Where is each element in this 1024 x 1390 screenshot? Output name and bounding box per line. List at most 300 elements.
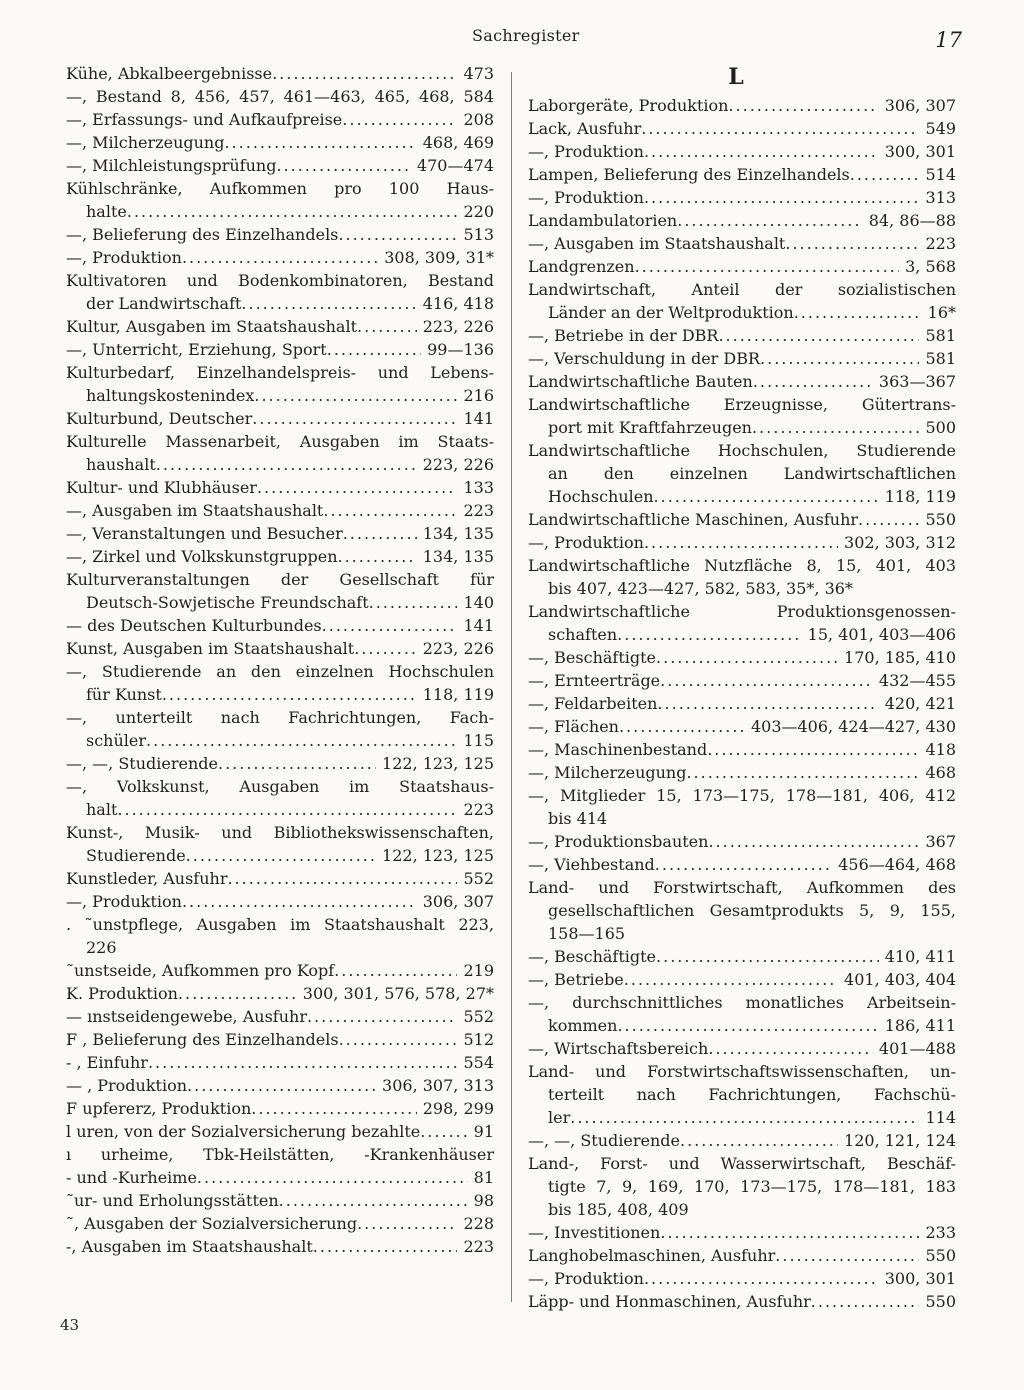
index-entry-line [66, 867, 494, 890]
index-entry [66, 660, 494, 706]
index-entry-line [528, 347, 956, 370]
entry-pages: 313 [925, 188, 956, 207]
entry-pages: 306, 307, 313 [382, 1076, 494, 1095]
entry-pages: 15, 401, 403—406 [807, 625, 956, 644]
index-entry [528, 1290, 956, 1313]
index-entry [66, 522, 494, 545]
index-entry-line [66, 614, 494, 637]
dot-leader [218, 752, 376, 775]
entry-term: —, Beschäftigte [528, 648, 657, 667]
entry-pages: 302, 303, 312 [844, 533, 956, 552]
entry-pages: 208 [463, 110, 494, 129]
index-entry-line [528, 1244, 956, 1267]
entry-term: port mit Kraftfahrzeugen [548, 418, 752, 437]
entry-term: —, Wirtschaftsbereich [528, 1039, 709, 1058]
entry-term: K. Produktion [66, 984, 178, 1003]
entry-pages: 220 [463, 202, 494, 221]
entry-pages: 91 [473, 1122, 494, 1141]
entry-term: —, Unterricht, Erziehung, Sport [66, 340, 327, 359]
entry-term: Langhobelmaschinen, Ausfuhr [528, 1246, 776, 1265]
index-entry [66, 614, 494, 637]
entry-pages: 468, 469 [422, 133, 494, 152]
index-entry-line: —, durchschnittliches monatliches Arbeitsein- [528, 993, 956, 1012]
dot-leader [641, 117, 919, 140]
dot-leader [156, 453, 417, 476]
dot-leader [257, 476, 458, 499]
index-entry-line [66, 246, 494, 269]
index-entry [528, 255, 956, 278]
entry-term: —, Maschinenbestand [528, 740, 708, 759]
dot-leader [785, 232, 919, 255]
index-entry-line [528, 186, 956, 209]
entry-pages: 581 [925, 349, 956, 368]
dot-leader [570, 1106, 919, 1129]
entry-pages: 219 [463, 961, 494, 980]
entry-pages: 468 [925, 763, 956, 782]
index-entry-line [66, 1235, 494, 1258]
index-entry-line [66, 1189, 494, 1212]
index-entry-line: Kunst-, Musik- und Bibliothekswissenschaften, [66, 823, 494, 842]
dot-leader [718, 324, 919, 347]
index-entry [66, 1235, 494, 1258]
entry-pages: 552 [463, 1007, 494, 1026]
index-entry-line [528, 1221, 956, 1244]
entry-term: l uren, von der Sozialversicherung bezahlte [66, 1122, 421, 1141]
index-entry-line: Kulturveranstaltungen der Gesellschaft für [66, 570, 494, 589]
entry-pages: 514 [925, 165, 956, 184]
index-entry [66, 1028, 494, 1051]
entry-pages: 416, 418 [422, 294, 494, 313]
entry-pages: 120, 121, 124 [844, 1131, 956, 1150]
dot-leader [357, 1212, 457, 1235]
index-entry [66, 177, 494, 223]
index-entry-line: Kulturelle Massenarbeit, Ausgaben im Staats- [66, 432, 494, 451]
index-entry-line: Land-, Forst- und Wasserwirtschaft, Beschäf- [528, 1154, 956, 1173]
index-entry-line: Land- und Forstwirtschaftswissenschaften, un- [528, 1062, 956, 1081]
entry-term: — ınstseidengewebe, Ausfuhr [66, 1007, 307, 1026]
entry-pages: 223 [463, 1237, 494, 1256]
entry-pages: 298, 299 [422, 1099, 494, 1118]
entry-pages: 216 [463, 386, 494, 405]
entry-pages: 186, 411 [884, 1016, 956, 1035]
dot-leader [127, 200, 458, 223]
dot-leader [338, 545, 417, 568]
index-entry [66, 890, 494, 913]
entry-term: Landwirtschaftliche Maschinen, Ausfuhr [528, 510, 859, 529]
dot-leader [656, 646, 838, 669]
index-entry [66, 1097, 494, 1120]
index-entry-line [528, 1106, 956, 1129]
entry-pages: 223, 226 [422, 317, 494, 336]
index-entry [66, 545, 494, 568]
entry-term: Kühe, Abkalbeergebnisse [66, 64, 273, 83]
entry-term: —, Beschäftigte [528, 947, 657, 966]
index-entry-line [528, 531, 956, 554]
entry-pages: 367 [925, 832, 956, 851]
entry-pages: 122, 123, 125 [382, 754, 494, 773]
dot-leader [227, 867, 457, 890]
entry-term: ler [548, 1108, 571, 1127]
index-entry-line [528, 1037, 956, 1060]
dot-leader [794, 301, 922, 324]
index-entry-line [528, 301, 956, 324]
dot-leader [619, 715, 745, 738]
dot-leader [146, 729, 457, 752]
dot-leader [644, 140, 879, 163]
entry-pages: 115 [463, 731, 494, 750]
entry-pages: 549 [925, 119, 956, 138]
index-entry-line [528, 945, 956, 968]
entry-term: Landgrenzen [528, 257, 635, 276]
index-entry [66, 85, 494, 108]
dot-leader [187, 1074, 376, 1097]
index-entry [66, 706, 494, 752]
dot-leader [654, 485, 879, 508]
entry-pages: 410, 411 [884, 947, 956, 966]
index-entry-line [528, 1129, 956, 1152]
entry-term: —, Ausgaben im Staatshaushalt [528, 234, 786, 253]
index-entry-line: terteilt nach Fachrichtungen, Fachschü- [548, 1085, 956, 1104]
entry-term: —, Produktion [528, 1269, 644, 1288]
dot-leader [708, 830, 919, 853]
index-entry-line [66, 1120, 494, 1143]
dot-leader [343, 522, 417, 545]
index-entry-line [528, 232, 956, 255]
index-entry-line [66, 476, 494, 499]
index-entry-line [528, 830, 956, 853]
index-entry [66, 982, 494, 1005]
entry-pages: 114 [925, 1108, 956, 1127]
entry-pages: 84, 86—88 [868, 211, 956, 230]
dot-leader [686, 761, 919, 784]
entry-term: —, Zirkel und Volkskunstgruppen [66, 547, 338, 566]
entry-term: Lampen, Belieferung des Einzelhandels [528, 165, 850, 184]
index-entry-line [66, 384, 494, 407]
index-entry-line [528, 646, 956, 669]
index-entry [66, 1120, 494, 1143]
dot-leader [354, 637, 417, 660]
index-entry [66, 499, 494, 522]
index-entry-line: Kulturbedarf, Einzelhandelspreis- und Lebens- [66, 363, 494, 382]
index-entry [66, 1005, 494, 1028]
index-entry [66, 131, 494, 154]
index-entry [66, 1212, 494, 1235]
entry-term: —, Produktion [528, 533, 644, 552]
index-entry [528, 692, 956, 715]
entry-term: halte [86, 202, 127, 221]
index-entry [66, 1051, 494, 1074]
index-entry [66, 913, 494, 959]
entry-term: ˜ur- und Erholungsstätten [66, 1191, 279, 1210]
index-entry [66, 752, 494, 775]
entry-term: —, Betriebe [528, 970, 624, 989]
entry-term: haltungskostenindex [86, 386, 255, 405]
entry-term: — des Deutschen Kulturbundes [66, 616, 322, 635]
index-entry [528, 761, 956, 784]
entry-term: Deutsch-Sowjetische Freundschaft [86, 593, 369, 612]
entry-pages: 418 [925, 740, 956, 759]
entry-term: —, Veranstaltungen und Besucher [66, 524, 343, 543]
index-entry [66, 1143, 494, 1189]
index-entry-line [66, 591, 494, 614]
index-entry [528, 991, 956, 1037]
entry-term: — , Produktion [66, 1076, 188, 1095]
entry-pages: 141 [463, 409, 494, 428]
entry-pages: 500 [925, 418, 956, 437]
entry-term: halt [86, 800, 118, 819]
entry-term: -, Ausgaben im Staatshaushalt [66, 1237, 313, 1256]
index-entry-line [528, 761, 956, 784]
dot-leader [186, 844, 376, 867]
dot-leader [272, 62, 457, 85]
index-entry-line: —, Bestand 8, 456, 457, 461—463, 465, 468, 584 [66, 87, 494, 106]
index-entry [528, 945, 956, 968]
index-entry-line [66, 798, 494, 821]
index-entry-line [66, 292, 494, 315]
entry-pages: 552 [463, 869, 494, 888]
dot-leader [342, 108, 457, 131]
entry-term: Länder an der Weltproduktion [548, 303, 794, 322]
index-entry-line [66, 154, 494, 177]
entry-pages: 300, 301 [884, 142, 956, 161]
entry-term: der Landwirtschaft [86, 294, 242, 313]
index-entry [528, 600, 956, 646]
index-entry-line [528, 623, 956, 646]
entry-term: —, Erfassungs- und Aufkaufpreise [66, 110, 343, 129]
index-entry-line [528, 416, 956, 439]
entry-pages: 403—406, 424—427, 430 [750, 717, 956, 736]
entry-term: —, Produktion [66, 892, 182, 911]
entry-pages: 81 [473, 1168, 494, 1187]
dot-leader [811, 1290, 920, 1313]
page-header [0, 20, 1024, 60]
dot-leader [334, 959, 457, 982]
index-entry-line [528, 1267, 956, 1290]
dot-leader [182, 246, 378, 269]
entry-pages: 512 [463, 1030, 494, 1049]
entry-pages: 134, 135 [422, 547, 494, 566]
entry-term: —, Belieferung des Einzelhandels [66, 225, 339, 244]
entry-term: —, Feldarbeiten [528, 694, 658, 713]
index-entry [528, 439, 956, 508]
entry-term: —, Milcherzeugung [528, 763, 687, 782]
entry-pages: 401—488 [878, 1039, 956, 1058]
index-entry-line: 226 [86, 938, 117, 957]
entry-term: —, Ausgaben im Staatshaushalt [66, 501, 324, 520]
index-entry [66, 959, 494, 982]
index-entry-line [66, 62, 494, 85]
index-entry [528, 1267, 956, 1290]
index-entry-line [528, 715, 956, 738]
entry-term: —, Produktion [66, 248, 182, 267]
entry-term: kommen [548, 1016, 618, 1035]
index-entry-line [66, 108, 494, 131]
index-entry-line [66, 752, 494, 775]
index-entry [66, 568, 494, 614]
index-entry-line [66, 522, 494, 545]
entry-pages: 3, 568 [905, 257, 956, 276]
index-entry-line [66, 959, 494, 982]
index-entry [528, 1037, 956, 1060]
entry-pages: 99—136 [427, 340, 494, 359]
dot-leader [644, 531, 838, 554]
entry-pages: 308, 309, 31* [384, 248, 494, 267]
dot-leader [677, 209, 863, 232]
dot-leader [656, 945, 879, 968]
index-entry-line: bis 185, 408, 409 [548, 1200, 689, 1219]
entry-pages: 223 [463, 501, 494, 520]
index-entry [66, 246, 494, 269]
entry-pages: 554 [463, 1053, 494, 1072]
entry-pages: 432—455 [878, 671, 956, 690]
index-entry [528, 1152, 956, 1221]
dot-leader [753, 370, 873, 393]
index-entry [66, 1189, 494, 1212]
entry-term: —, Ernteerträge [528, 671, 661, 690]
index-entry [66, 361, 494, 407]
index-entry-line [66, 1005, 494, 1028]
dot-leader [357, 315, 417, 338]
entry-term: Läpp- und Honmaschinen, Ausfuhr [528, 1292, 811, 1311]
index-entry [528, 508, 956, 531]
index-entry-line [528, 117, 956, 140]
dot-leader [775, 1244, 919, 1267]
entry-pages: 16* [927, 303, 956, 322]
dot-leader [655, 853, 832, 876]
entry-pages: 98 [473, 1191, 494, 1210]
index-entry [528, 669, 956, 692]
index-entry [528, 853, 956, 876]
entry-pages: 550 [925, 1292, 956, 1311]
index-entry-line [66, 1097, 494, 1120]
dot-leader [708, 1037, 873, 1060]
entry-pages: 300, 301, 576, 578, 27* [302, 984, 494, 1003]
entry-pages: 122, 123, 125 [382, 846, 494, 865]
dot-leader [276, 154, 410, 177]
index-entry-line: Landwirtschaftliche Erzeugnisse, Gütertrans- [528, 395, 956, 414]
entry-term: —, Betriebe in der DBR [528, 326, 719, 345]
dot-leader [339, 1028, 458, 1051]
index-entry-line [66, 545, 494, 568]
entry-pages: 420, 421 [884, 694, 956, 713]
index-entry-line [528, 853, 956, 876]
dot-leader [224, 131, 416, 154]
index-entry-line [528, 324, 956, 347]
index-entry-line: 158—165 [548, 924, 626, 943]
dot-leader [148, 1051, 458, 1074]
section-letter: L [728, 64, 744, 90]
index-entry [66, 223, 494, 246]
index-entry-line: bis 407, 423—427, 582, 583, 35*, 36* [548, 579, 853, 598]
index-entry-line [528, 968, 956, 991]
dot-leader [760, 347, 919, 370]
index-entry-line [528, 508, 956, 531]
index-entry-line [66, 453, 494, 476]
entry-term: —, Produktion [528, 188, 644, 207]
index-entry [66, 821, 494, 867]
index-entry [528, 94, 956, 117]
index-entry [528, 738, 956, 761]
entry-pages: 170, 185, 410 [844, 648, 956, 667]
index-entry-line [528, 255, 956, 278]
entry-pages: 306, 307 [884, 96, 956, 115]
dot-leader [313, 1235, 458, 1258]
index-entry [66, 867, 494, 890]
entry-pages: 134, 135 [422, 524, 494, 543]
entry-term: Kunstleder, Ausfuhr [66, 869, 228, 888]
dot-leader [178, 982, 297, 1005]
dot-leader [617, 623, 802, 646]
dot-leader [307, 1005, 457, 1028]
index-entry [66, 315, 494, 338]
entry-term: Landwirtschaftliche Bauten [528, 372, 753, 391]
entry-term: Kunst, Ausgaben im Staatshaushalt [66, 639, 355, 658]
dot-leader [617, 1014, 878, 1037]
index-entry-line [528, 692, 956, 715]
entry-pages: 223 [925, 234, 956, 253]
index-entry-line [66, 1051, 494, 1074]
index-entry [66, 154, 494, 177]
index-entry-line [66, 844, 494, 867]
entry-term: F , Belieferung des Einzelhandels [66, 1030, 339, 1049]
index-entry [66, 407, 494, 430]
entry-pages: 118, 119 [884, 487, 956, 506]
dot-leader [252, 407, 457, 430]
index-entry-line [528, 94, 956, 117]
index-entry [528, 531, 956, 554]
dot-leader [644, 186, 920, 209]
index-entry-line [528, 163, 956, 186]
index-entry [66, 269, 494, 315]
index-entry [528, 393, 956, 439]
entry-pages: 470—474 [416, 156, 494, 175]
index-entry-line: tigte 7, 9, 169, 170, 173—175, 178—181, 183 [548, 1177, 956, 1196]
dot-leader [752, 416, 919, 439]
entry-term: Studierende [86, 846, 186, 865]
index-entry-line [66, 982, 494, 1005]
index-entry-line [66, 1166, 494, 1189]
index-entry-line [66, 1028, 494, 1051]
dot-leader [338, 223, 457, 246]
index-entry-line [66, 499, 494, 522]
entry-pages: 141 [463, 616, 494, 635]
entry-term: —, Flächen [528, 717, 619, 736]
entry-term: —, Milchleistungsprüfung [66, 156, 277, 175]
index-entry [528, 646, 956, 669]
dot-leader [657, 692, 878, 715]
index-entry-line: bis 414 [548, 809, 608, 828]
dot-leader [660, 1221, 919, 1244]
entry-pages: 456—464, 468 [838, 855, 956, 874]
entry-pages: 550 [925, 1246, 956, 1265]
index-entry [528, 876, 956, 945]
dot-leader [241, 292, 416, 315]
dot-leader [707, 738, 919, 761]
entry-pages: 300, 301 [884, 1269, 956, 1288]
entry-term: —, Produktion [528, 142, 644, 161]
entry-pages: 550 [925, 510, 956, 529]
entry-term: —, Verschuldung in der DBR [528, 349, 761, 368]
index-entry-line [528, 485, 956, 508]
entry-term: —, Produktionsbauten [528, 832, 709, 851]
index-entry-line: Landwirtschaftliche Hochschulen, Studierende [528, 441, 956, 460]
entry-term: schaften [548, 625, 618, 644]
dot-leader [323, 499, 457, 522]
index-entry-line [66, 729, 494, 752]
index-entry-line [66, 131, 494, 154]
index-entry [528, 209, 956, 232]
index-entry-line [528, 738, 956, 761]
